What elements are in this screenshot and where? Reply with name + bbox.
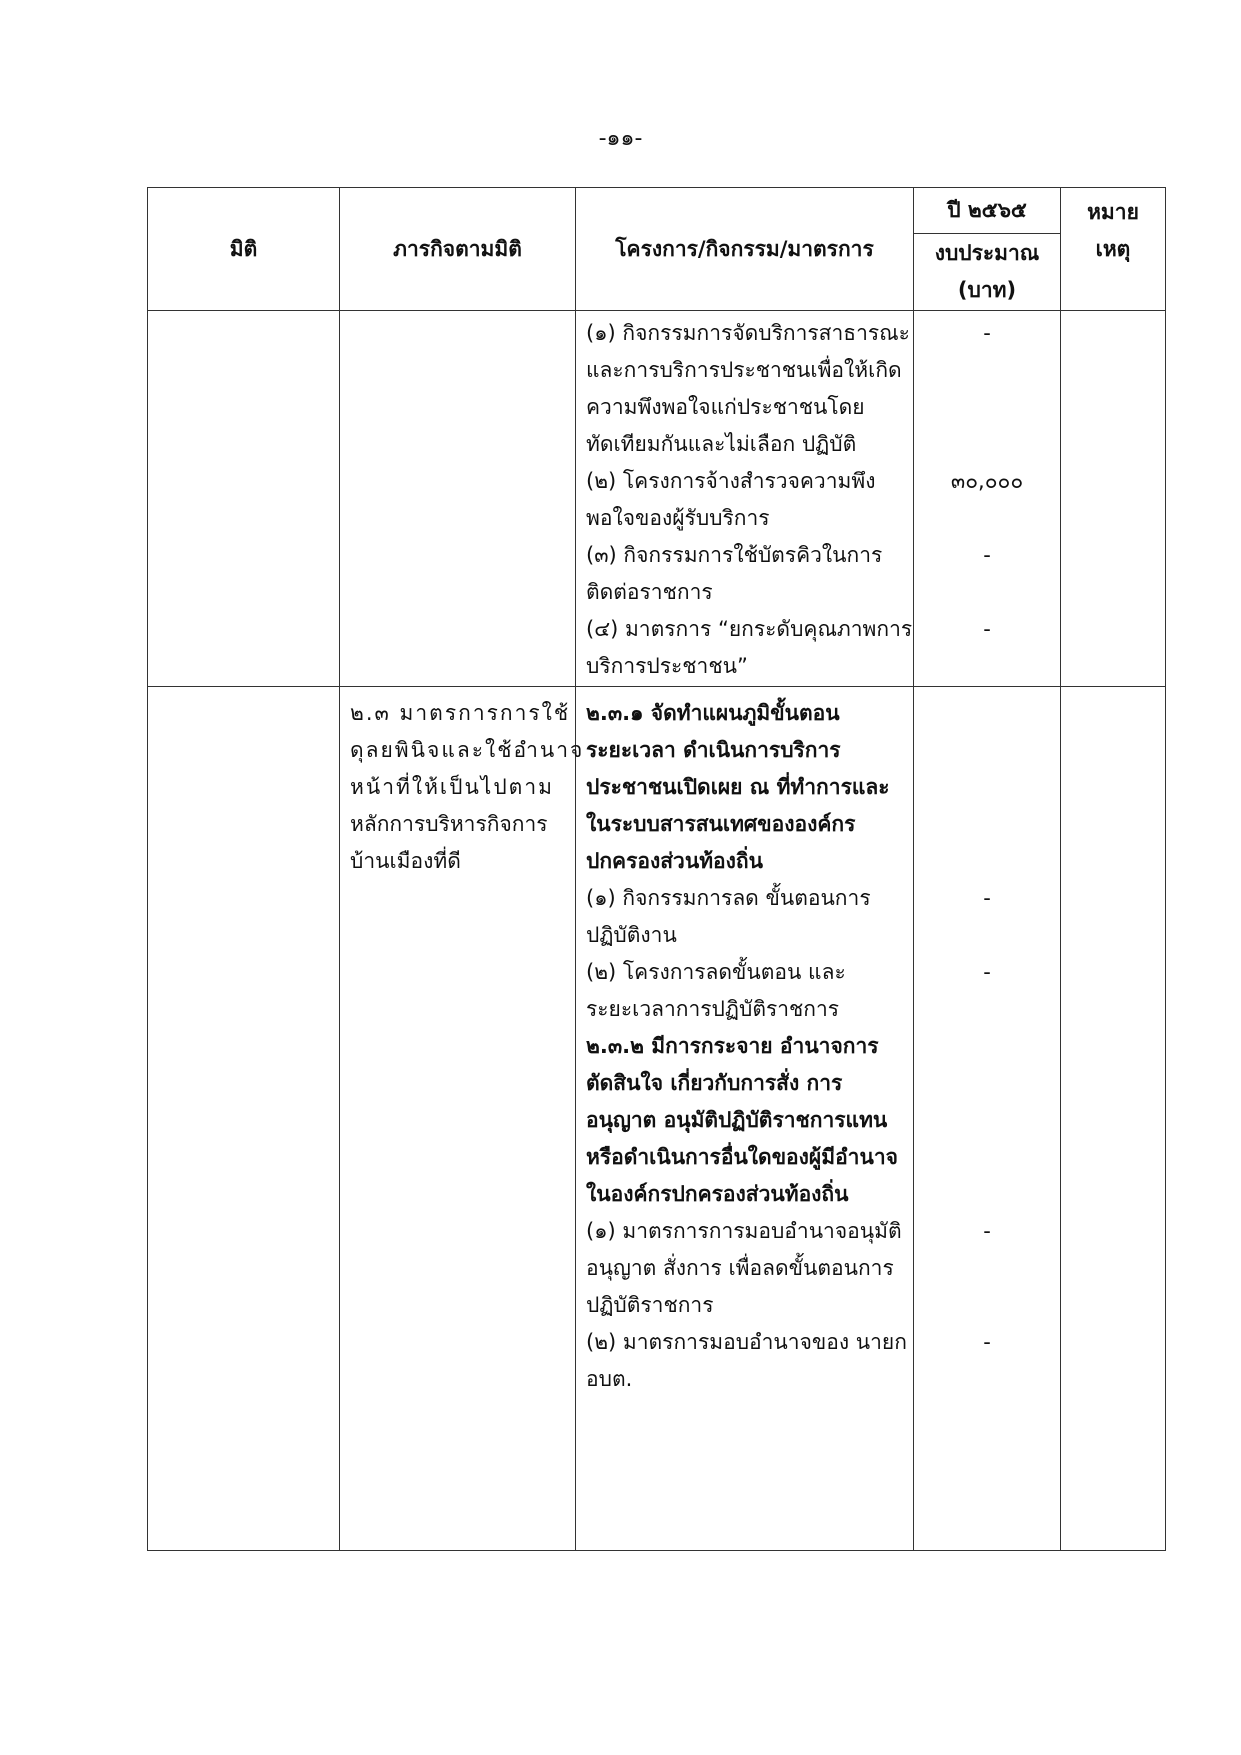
remark-cell [1061, 687, 1166, 1551]
budget-value [924, 1065, 1050, 1102]
budget-value [924, 843, 1050, 880]
header-budget [914, 234, 1061, 311]
project-line: (๑) กิจกรรมการลด ขั้นตอนการ [586, 886, 871, 910]
project-cell [576, 687, 914, 1551]
mission-line: ๒.๓ มาตรการการใช้ [350, 701, 571, 725]
budget-value [924, 1250, 1050, 1287]
project-line: (๒) โครงการจ้างสำรวจความพึง [586, 469, 876, 493]
mission-line: ดุลยพินิจและใช้อำนาจ [350, 738, 585, 762]
project-line: ปฏิบัติราชการ [586, 1293, 714, 1317]
project-line: ปฏิบัติงาน [586, 923, 677, 947]
project-line: ๒.๓.๒ มีการกระจาย อำนาจการ [586, 1034, 879, 1058]
budget-value [924, 991, 1050, 1028]
header-budget-line1: งบประมาณ [934, 241, 1040, 265]
mission-cell [340, 311, 576, 687]
budget-value [924, 352, 1050, 389]
budget-value: - [983, 543, 991, 567]
page-number: -๑๑- [598, 126, 643, 151]
header-budget-line2: (บาท) [957, 278, 1017, 302]
project-line: ประชาชนเปิดเผย ณ ที่ทำการและ [586, 775, 890, 799]
project-line: หรือดำเนินการอื่นใดของผู้มีอำนาจ [586, 1145, 898, 1169]
header-project: โครงการ/กิจกรรม/มาตรการ [576, 188, 914, 311]
header-remark [1061, 188, 1166, 311]
budget-value [924, 1139, 1050, 1176]
project-line: ความพึงพอใจแก่ประชาชนโดย [586, 395, 865, 419]
budget-value [924, 1028, 1050, 1065]
budget-value: - [983, 1219, 991, 1243]
project-line: พอใจของผู้รับบริการ [586, 506, 770, 530]
budget-value [924, 1176, 1050, 1213]
header-remark-line1: หมาย [1087, 199, 1139, 224]
project-line: อนุญาต อนุมัติปฏิบัติราชการแทน [586, 1108, 888, 1132]
budget-value: - [983, 617, 991, 641]
budget-value [924, 769, 1050, 806]
project-line: บริการประชาชน” [586, 654, 748, 678]
project-line: ตัดสินใจ เกี่ยวกับการสั่ง การ [586, 1071, 843, 1095]
project-line: อบต. [586, 1367, 633, 1391]
project-line: อนุญาต สั่งการ เพื่อลดขั้นตอนการ [586, 1256, 894, 1280]
project-line: (๑) มาตรการการมอบอำนาจอนุมัติ [586, 1219, 902, 1243]
budget-value: ๓๐,๐๐๐ [950, 469, 1024, 493]
budget-value [924, 1287, 1050, 1324]
budget-value [924, 806, 1050, 843]
project-line: ปกครองส่วนท้องถิ่น [586, 849, 763, 873]
project-line: ทัดเทียมกันและไม่เลือก ปฏิบัติ [586, 432, 857, 456]
budget-value [924, 1361, 1050, 1398]
mission-line: หน้าที่ให้เป็นไปตาม [350, 775, 554, 799]
header-remark-line2: เหตุ [1095, 236, 1131, 261]
budget-value [924, 574, 1050, 611]
project-cell [576, 311, 914, 687]
budget-value: - [983, 321, 991, 345]
project-table [147, 187, 1166, 1551]
budget-value: - [983, 1330, 991, 1354]
budget-value [924, 648, 1050, 685]
project-line: ติดต่อราชการ [586, 580, 713, 604]
project-line: (๒) มาตรการมอบอำนาจของ นายก [586, 1330, 907, 1354]
budget-value [924, 389, 1050, 426]
project-line: (๓) กิจกรรมการใช้บัตรคิวในการ [586, 543, 883, 567]
project-line: (๒) โครงการลดขั้นตอน และ [586, 960, 846, 984]
dimension-cell [148, 311, 340, 687]
mission-line: บ้านเมืองที่ดี [350, 849, 461, 873]
table-row [148, 311, 1166, 687]
remark-cell [1061, 311, 1166, 687]
mission-cell [340, 687, 585, 1551]
header-year: ปี ๒๕๖๕ [914, 188, 1061, 234]
budget-value [924, 426, 1050, 463]
budget-value [924, 500, 1050, 537]
project-line: (๔) มาตรการ “ยกระดับคุณภาพการ [586, 617, 913, 641]
budget-value [924, 695, 1050, 732]
header-row-1 [148, 188, 1166, 234]
project-line: (๑) กิจกรรมการจัดบริการสาธารณะ [586, 321, 910, 345]
header-mission: ภารกิจตามมิติ [340, 188, 576, 311]
budget-cell [914, 311, 1061, 687]
header-dimension: มิติ [148, 188, 340, 311]
mission-line: หลักการบริหารกิจการ [350, 812, 548, 836]
project-line: และการบริการประชาชนเพื่อให้เกิด [586, 358, 902, 382]
dimension-cell [148, 687, 340, 1551]
table-row [148, 687, 1166, 1551]
budget-value: - [983, 886, 991, 910]
budget-value: - [983, 960, 991, 984]
budget-value [924, 917, 1050, 954]
budget-value [924, 1102, 1050, 1139]
budget-value [924, 732, 1050, 769]
budget-cell [914, 687, 1061, 1551]
project-line: ระยะเวลาการปฏิบัติราชการ [586, 997, 840, 1021]
project-line: ในระบบสารสนเทศขององค์กร [586, 812, 856, 836]
project-line: ๒.๓.๑ จัดทำแผนภูมิขั้นตอน [586, 701, 840, 725]
project-line: ในองค์กรปกครองส่วนท้องถิ่น [586, 1182, 849, 1206]
project-line: ระยะเวลา ดำเนินการบริการ [586, 738, 841, 762]
